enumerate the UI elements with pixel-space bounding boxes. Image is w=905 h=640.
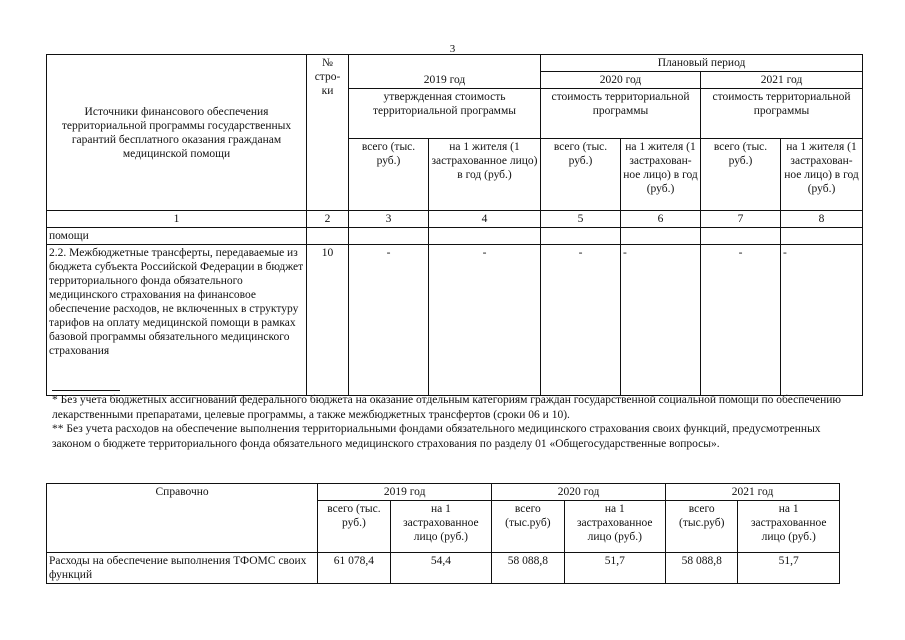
row-label: 2.2. Межбюджетные трансферты, передаваемые из бюджета субъекта Российской Федерации в бюджет территориального фонда обязательного медицинского страхования на финансовое обеспечение расходов, не включенных в структуру тарифов на оплату медицинской помощи в рамках базовой программы обязательного медицинского страхования	[47, 245, 307, 396]
sub-header-total-2019: всего (тыс. руб.)	[349, 139, 429, 211]
col-number: 7	[701, 211, 781, 228]
sub-header-total-2021: всего (тыс. руб.)	[701, 139, 781, 211]
ref-sub-header: всего (тыс.руб)	[666, 501, 738, 553]
ref-row-value: 51,7	[738, 553, 840, 584]
sub-header-per-capita-2019: на 1 жителя (1 застрахованное лицо) в год (руб.)	[429, 139, 541, 211]
group-label-2021: стоимость территориальной программы	[701, 89, 863, 139]
ref-row-value: 61 078,4	[318, 553, 390, 584]
col-number: 1	[47, 211, 307, 228]
row-value: -	[349, 245, 429, 396]
row-no-header: № стро-ки	[307, 55, 349, 211]
ref-sub-header: всего (тыс. руб.)	[318, 501, 390, 553]
col-number: 6	[621, 211, 701, 228]
ref-row-value: 58 088,8	[666, 553, 738, 584]
source-header: Источники финансового обеспечения территориальной программы государственных гарантий бесплатного оказания гражданам медицинской помощи	[47, 55, 307, 211]
funding-sources-table	[46, 54, 863, 396]
page-number: 3	[449, 43, 456, 55]
ref-sub-header: на 1 застрахованное лицо (руб.)	[564, 501, 665, 553]
row-value: -	[541, 245, 621, 396]
year-header-2021: 2021 год	[701, 72, 863, 89]
year-header-2019: 2019 год	[349, 72, 541, 89]
row-value: -	[621, 245, 701, 396]
table-row	[47, 553, 840, 584]
col-number: 8	[781, 211, 863, 228]
row-value: -	[701, 245, 781, 396]
reference-header: Справочно	[47, 484, 318, 553]
col-number: 2	[307, 211, 349, 228]
col-number: 3	[349, 211, 429, 228]
sub-header-per-capita-2021: на 1 жителя (1 застрахован-ное лицо) в год (руб.)	[781, 139, 863, 211]
year-header-2020: 2020 год	[541, 72, 701, 89]
reference-table	[46, 483, 840, 584]
ref-row-value: 51,7	[564, 553, 665, 584]
ref-sub-header: на 1 застрахованное лицо (руб.)	[738, 501, 840, 553]
ref-row-value: 58 088,8	[492, 553, 564, 584]
ref-year-2019: 2019 год	[318, 484, 492, 501]
footnote-2: ** Без учета расходов на обеспечение выполнения территориальными фондами обязательного медицинского страхования своих функций, предусмотренных законом о бюджете территориального фонда обязательного медицинского страхования по разделу 01 «Общегосударственные вопросы».	[52, 423, 821, 450]
ref-year-2021: 2021 год	[666, 484, 840, 501]
row-value: -	[781, 245, 863, 396]
sub-header-per-capita-2020: на 1 жителя (1 застрахован-ное лицо) в год (руб.)	[621, 139, 701, 211]
ref-year-2020: 2020 год	[492, 484, 666, 501]
ref-sub-header: на 1 застрахованное лицо (руб.)	[390, 501, 491, 553]
planning-period-header: Плановый период	[541, 55, 863, 72]
ref-row-label: Расходы на обеспечение выполнения ТФОМС своих функций	[47, 553, 318, 584]
sub-header-total-2020: всего (тыс. руб.)	[541, 139, 621, 211]
footnote-1: * Без учета бюджетных ассигнований федерального бюджета на оказание отдельным категориям граждан государственной социальной помощи по обеспечению лекарственными препаратами, целевые программы, а также межбюджетных трансфертов (сроки 06 и 10).	[52, 394, 841, 421]
group-label-2019: утвержденная стоимость территориальной программы	[349, 89, 541, 139]
table-row	[47, 245, 863, 396]
footnotes	[52, 393, 852, 451]
footnote-divider	[52, 390, 120, 391]
col-number: 5	[541, 211, 621, 228]
continuation-text: помощи	[47, 228, 307, 245]
row-value: -	[429, 245, 541, 396]
ref-sub-header: всего (тыс.руб)	[492, 501, 564, 553]
group-label-2020: стоимость территориальной программы	[541, 89, 701, 139]
ref-row-value: 54,4	[390, 553, 491, 584]
row-number: 10	[307, 245, 349, 396]
col-number: 4	[429, 211, 541, 228]
